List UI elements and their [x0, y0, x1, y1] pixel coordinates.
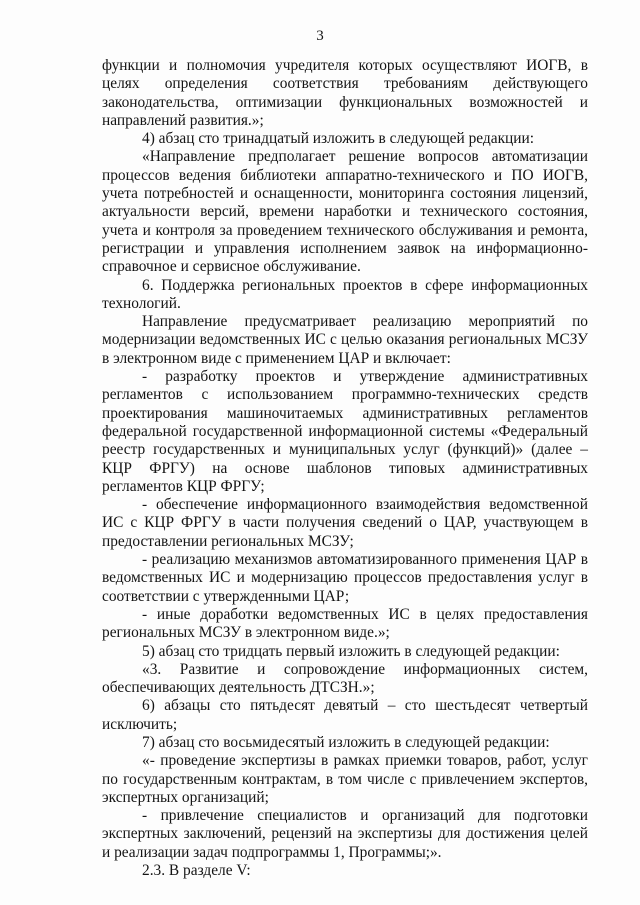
paragraph: - иные доработки ведомственных ИС в целях предоставления региональных МСЗУ в электронном виде.»; [102, 605, 588, 642]
paragraph: «- проведение экспертизы в рамках приемки товаров, работ, услуг по государственным контрактам, в том числе с привлечением экспертов, экспертных организаций; [102, 752, 588, 806]
paragraph: «3. Развитие и сопровождение информационных систем, обеспечивающих деятельность ДТСЗН.»; [102, 660, 588, 697]
paragraph: 6. Поддержка региональных проектов в сфере информационных технологий. [102, 276, 588, 312]
document-body [102, 57, 588, 880]
paragraph: - привлечение специалистов и организаций для подготовки экспертных заключений, рецензий на экспертизы для достижения целей и реализации задач подпрограммы 1, Программы;». [102, 807, 588, 861]
paragraph: 4) абзац сто тринадцатый изложить в следующей редакции: [142, 130, 535, 148]
paragraph: 7) абзац сто восьмидесятый изложить в следующей редакции: [142, 733, 550, 751]
page-number: 3 [316, 28, 324, 44]
paragraph: 2.3. В разделе V: [142, 862, 251, 880]
paragraph: Направление предусматривает реализацию мероприятий по модернизации ведомственных ИС с целью оказания региональных МСЗУ в электронном виде с применением ЦАР и включает: [102, 313, 588, 367]
paragraph: 6) абзацы сто пятьдесят девятый – сто шестьдесят четвертый исключить; [102, 697, 588, 733]
paragraph: - обеспечение информационного взаимодействия ведомственной ИС с КЦР ФРГУ в части получения сведений о ЦАР, участвующем в предоставлении региональных МСЗУ; [102, 496, 588, 550]
paragraph: - реализацию механизмов автоматизированного применения ЦАР в ведомственных ИС и модернизацию процессов предоставления услуг в соответствии с утвержденными ЦАР; [102, 551, 588, 605]
paragraph: - разработку проектов и утверждение административных регламентов с использованием программно-технических средств проектирования машиночитаемых административных регламентов федеральной государственной информационной системы «Федеральный реестр государственных и муниципальных услуг (функций)» (далее – КЦР ФРГУ) на основе шаблонов типовых административных регламентов КЦР ФРГУ; [102, 368, 588, 495]
paragraph: функции и полномочия учредителя которых осуществляют ИОГВ, в целях определения соответствия требованиям действующего законодательства, оптимизации функциональных возможностей и направлений развития.»; [102, 57, 588, 129]
paragraph: 5) абзац сто тридцать первый изложить в следующей редакции: [142, 642, 560, 660]
paragraph: «Направление предполагает решение вопросов автоматизации процессов ведения библиотеки аппаратно-технического и ПО ИОГВ, учета потребностей и оснащенности, мониторинга состояния лицензий, актуальности версий, времени наработки и технического состояния, учета и контроля за проведением технического обслуживания и ремонта, регистрации и управления исполнением заявок на информационно-справочное и сервисное обслуживание. [102, 148, 588, 276]
